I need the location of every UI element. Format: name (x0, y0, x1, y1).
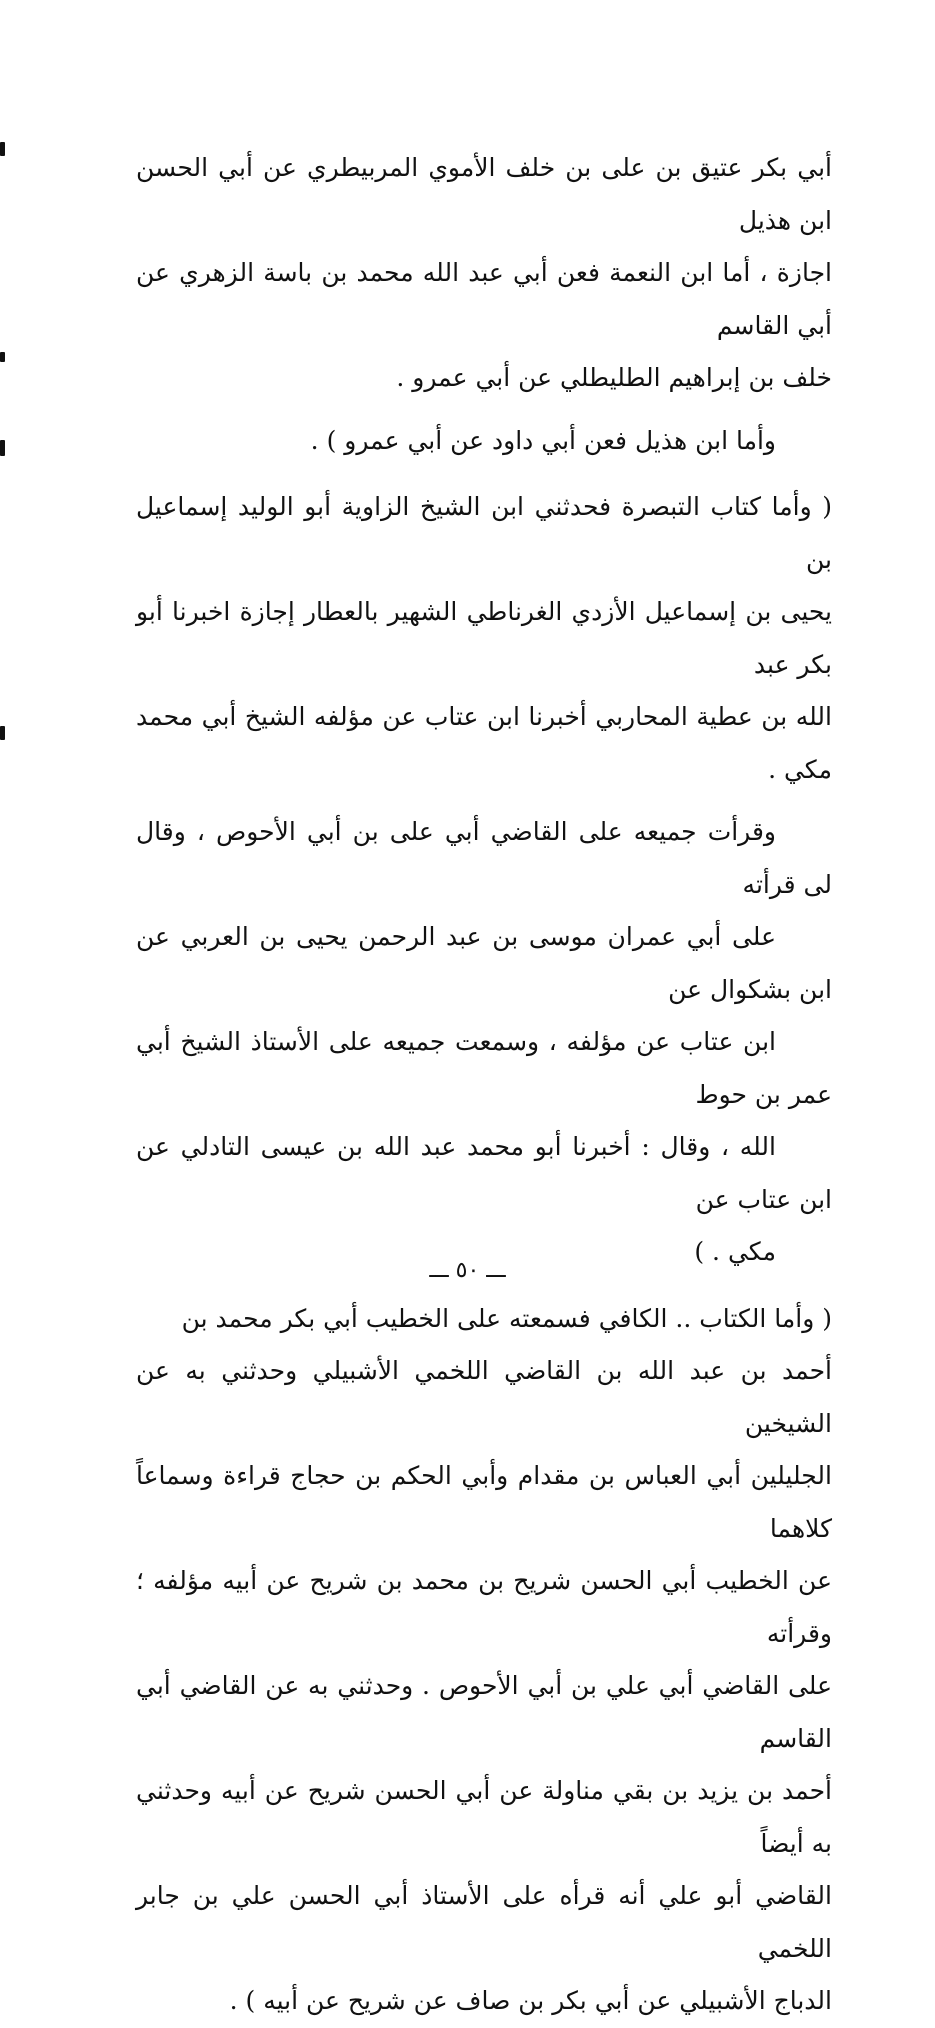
text-line: مكي . ) (694, 1237, 776, 1266)
paragraph-5 (136, 1293, 832, 2028)
scan-edge-mark (0, 352, 5, 362)
page-number: ـــ ٥٠ ـــ (429, 1258, 506, 1283)
text-line: يحيى بن إسماعيل الأزدي الغرناطي الشهير بالعطار إجازة اخبرنا أبو بكر عبد (136, 597, 832, 679)
text-line: وأما ابن هذيل فعن أبي داود عن أبي عمرو ) . (310, 425, 776, 455)
text-line: أبي بكر عتيق بن على بن خلف الأموي المربيطري عن أبي الحسن ابن هذيل (136, 153, 832, 235)
text-line: أحمد بن يزيد بن بقي مناولة عن أبي الحسن شريح عن أبيه وحدثني به أيضاً (136, 1776, 832, 1858)
scan-edge-mark (0, 142, 5, 156)
paragraph-4 (136, 806, 832, 1279)
paragraph-2 (136, 415, 832, 468)
text-line: على أبي عمران موسى بن عبد الرحمن يحيى بن العربي عن ابن بشكوال عن (136, 922, 832, 1004)
text-line: القاضي أبو علي أنه قرأه على الأستاذ أبي الحسن علي بن جابر اللخمي (136, 1881, 832, 1963)
text-line: على القاضي أبي علي بن أبي الأحوص . وحدثني به عن القاضي أبي القاسم (136, 1671, 832, 1753)
text-line: الدباج الأشبيلي عن أبي بكر بن صاف عن شريح عن أبيه ) . (229, 1986, 832, 2015)
text-line: الله بن عطية المحاربي أخبرنا ابن عتاب عن مؤلفه الشيخ أبي محمد مكي . (136, 702, 832, 784)
text-line: عن الخطيب أبي الحسن شريح بن محمد بن شريح عن أبيه مؤلفه ؛ وقرأته (136, 1566, 832, 1648)
text-line: ( وأما الكتاب .. الكافي فسمعته على الخطيب أبي بكر محمد بن (181, 1303, 832, 1333)
text-line: ابن عتاب عن مؤلفه ، وسمعت جميعه على الأستاذ الشيخ أبي عمر بن حوط (136, 1027, 832, 1109)
text-line: الله ، وقال : أخبرنا أبو محمد عبد الله بن عيسى التادلي عن ابن عتاب عن (136, 1132, 832, 1214)
scan-edge-mark (0, 726, 5, 740)
scan-edge-mark (0, 440, 5, 456)
text-line: خلف بن إبراهيم الطليطلي عن أبي عمرو . (396, 363, 832, 392)
text-line: أحمد بن عبد الله بن القاضي اللخمي الأشبيلي وحدثني به عن الشيخين (136, 1356, 832, 1438)
text-line: اجازة ، أما ابن النعمة فعن أبي عبد الله محمد بن باسة الزهري عن أبي القاسم (136, 258, 832, 340)
text-line: وقرأت جميعه على القاضي أبي على بن أبي الأحوص ، وقال لى قرأته (136, 817, 832, 899)
body-text (136, 142, 832, 2028)
paragraph-1 (136, 142, 832, 405)
text-line: الجليلين أبي العباس بن مقدام وأبي الحكم بن حجاج قراءة وسماعاً كلاهما (136, 1461, 832, 1543)
paragraph-3 (136, 481, 832, 796)
text-line: ( وأما كتاب التبصرة فحدثني ابن الشيخ الزاوية أبو الوليد إسماعيل بن (136, 492, 832, 574)
